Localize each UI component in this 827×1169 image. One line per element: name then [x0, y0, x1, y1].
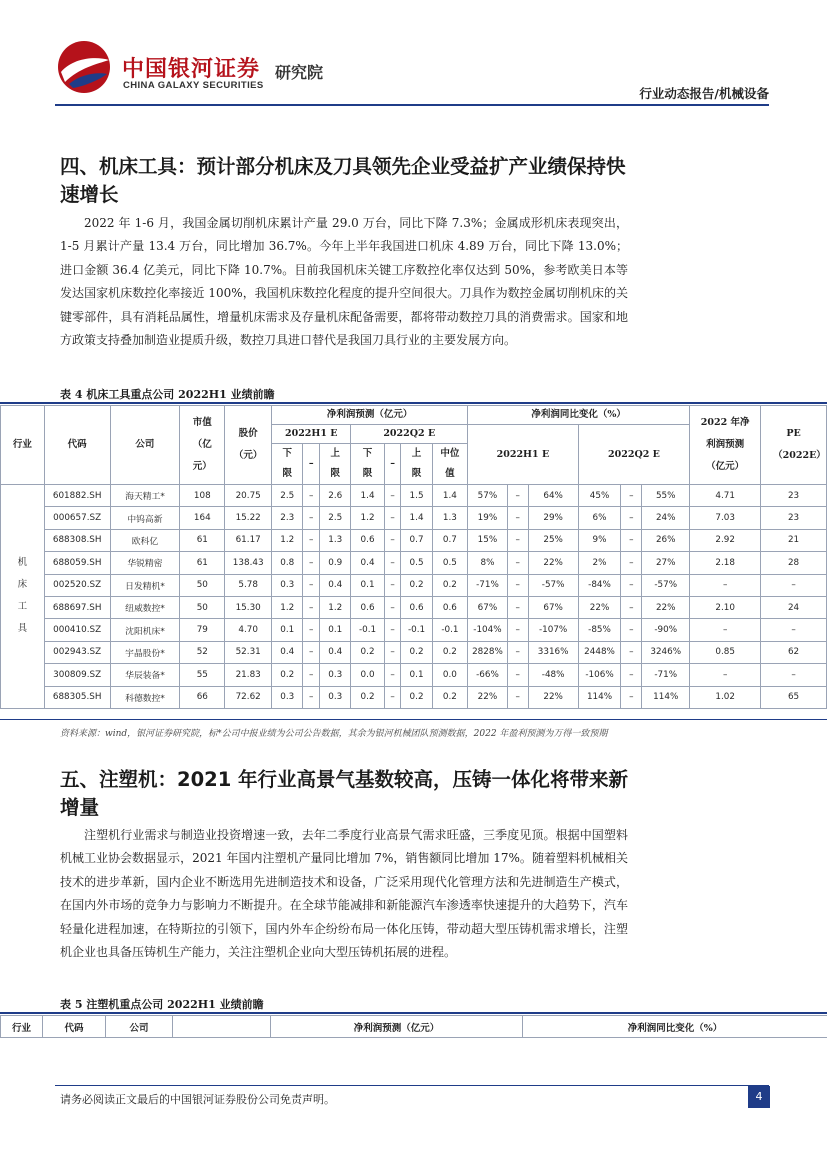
cell-name: 日发精机* [110, 574, 180, 596]
cell-yq_lo: 45% [578, 485, 621, 507]
col-q2-lower: 下限 [351, 444, 384, 485]
cell-pe: 23 [761, 485, 827, 507]
cell-q2_hi: 0.6 [401, 596, 432, 618]
cell-sep2: – [384, 529, 401, 551]
t5-col-code: 代码 [43, 1016, 106, 1038]
cell-code: 000410.SZ [44, 619, 110, 641]
header-divider [55, 104, 769, 106]
cell-price: 138.43 [225, 552, 272, 574]
col-code: 代码 [44, 406, 110, 485]
cell-sep1: – [303, 641, 320, 663]
cell-q2_lo: -0.1 [351, 619, 384, 641]
cell-yh_lo: 19% [468, 507, 508, 529]
cell-sep4: – [621, 619, 642, 641]
cell-h1_hi: 0.4 [320, 574, 351, 596]
institute-label: 研究院 [275, 63, 324, 82]
section-5-title: 五、注塑机：2021 年行业高景气基数较高，压铸一体化将带来新增量 [60, 768, 629, 819]
cell-name: 华辰装备* [110, 664, 180, 686]
cell-q2_mid: 0.0 [432, 664, 467, 686]
cell-q2_mid: 0.2 [432, 686, 467, 708]
cell-yh_hi: 29% [528, 507, 578, 529]
cell-yq_lo: -106% [578, 664, 621, 686]
cell-sep3: – [507, 485, 528, 507]
cell-sep4: – [621, 574, 642, 596]
cell-code: 300809.SZ [44, 664, 110, 686]
cell-cap: 52 [180, 641, 225, 663]
cell-h1_hi: 2.5 [320, 507, 351, 529]
cell-name: 华锐精密 [110, 552, 180, 574]
cell-sep1: – [303, 686, 320, 708]
cell-q2_lo: 0.0 [351, 664, 384, 686]
cell-price: 20.75 [225, 485, 272, 507]
col-pe: PE（2022E） [761, 406, 827, 485]
cell-pe: 21 [761, 529, 827, 551]
cell-sep4: – [621, 552, 642, 574]
cell-q2_mid: 0.6 [432, 596, 467, 618]
cell-yq_hi: 114% [642, 686, 690, 708]
cell-p2022: – [690, 664, 761, 686]
cell-sep2: – [384, 619, 401, 641]
cell-h1_hi: 2.6 [320, 485, 351, 507]
cell-yh_hi: 67% [528, 596, 578, 618]
cell-cap: 55 [180, 664, 225, 686]
cell-yq_hi: 55% [642, 485, 690, 507]
cell-cap: 79 [180, 619, 225, 641]
cell-name: 中钨高新 [110, 507, 180, 529]
cell-q2_lo: 1.4 [351, 485, 384, 507]
cell-sep1: – [303, 574, 320, 596]
col-price: 股价（元） [225, 406, 272, 485]
cell-p2022: 4.71 [690, 485, 761, 507]
cell-yq_hi: -57% [642, 574, 690, 596]
cell-yq_hi: -90% [642, 619, 690, 641]
cell-h1_lo: 0.3 [272, 686, 303, 708]
cell-sep1: – [303, 507, 320, 529]
col-h1-lower: 下限 [272, 444, 303, 485]
col-h1-upper: 上限 [320, 444, 351, 485]
table-row [1, 552, 827, 574]
col-q2-median: 中位值 [432, 444, 467, 485]
cell-yh_hi: -48% [528, 664, 578, 686]
col-h1-dash: – [303, 444, 320, 485]
cell-h1_lo: 0.8 [272, 552, 303, 574]
cell-h1_hi: 0.3 [320, 686, 351, 708]
cell-q2_mid: 1.4 [432, 485, 467, 507]
section-5-paragraph: 注塑机行业需求与制造业投资增速一致，去年二季度行业高景气需求旺盛，三季度见顶。根据中国塑料机械工业协会数据显示，2021 年国内注塑机产量同比增加 7%，销售额同比增加 17%。随着塑料机械相关技术的进步革新，国内企业不断选用先进制造技术和设备，广泛采用现代化管理方法和先进制造生产模式，在国内外市场的竞争力与影响力不断提升。在全球节能减排和新能源汽车渗透率快速提升的大趋势下，汽车轻量化进程加速，在特斯拉的引领下，国内外车企纷纷布局一体化压铸，带动超大型压铸机需求增长，注塑机企业也具备压铸机生产能力，关注注塑机企业向大型压铸机拓展的进程。 [60, 828, 628, 960]
cell-yh_lo: 8% [468, 552, 508, 574]
col-h1-yoy: 2022H1 E [468, 425, 579, 485]
cell-sep2: – [384, 641, 401, 663]
cell-sep4: – [621, 529, 642, 551]
table-row [1, 485, 827, 507]
cell-pe: 24 [761, 596, 827, 618]
cell-yq_lo: 2448% [578, 641, 621, 663]
cell-price: 4.70 [225, 619, 272, 641]
cell-yq_lo: 22% [578, 596, 621, 618]
cell-sep2: – [384, 574, 401, 596]
cell-sep4: – [621, 507, 642, 529]
cell-yh_lo: 2828% [468, 641, 508, 663]
cell-price: 15.30 [225, 596, 272, 618]
col-q2-upper: 上限 [401, 444, 432, 485]
cell-pe: 23 [761, 507, 827, 529]
footer-disclaimer: 请务必阅读正文最后的中国银河证券股份公司免责声明。 [60, 1093, 335, 1106]
cell-sep1: – [303, 619, 320, 641]
cell-sep2: – [384, 507, 401, 529]
cell-code: 688697.SH [44, 596, 110, 618]
cell-h1_lo: 0.4 [272, 641, 303, 663]
cell-pe: 65 [761, 686, 827, 708]
cell-sep3: – [507, 529, 528, 551]
table-4-top-rule [0, 402, 827, 404]
cell-h1_lo: 2.5 [272, 485, 303, 507]
cell-name: 海天精工* [110, 485, 180, 507]
cell-sep3: – [507, 619, 528, 641]
cell-yq_lo: 6% [578, 507, 621, 529]
cell-yh_hi: -57% [528, 574, 578, 596]
footer-divider [55, 1085, 769, 1086]
cell-pe: 62 [761, 641, 827, 663]
cell-sep4: – [621, 686, 642, 708]
cell-sep3: – [507, 574, 528, 596]
cell-yh_lo: 57% [468, 485, 508, 507]
cell-q2_hi: 0.7 [401, 529, 432, 551]
cell-yq_hi: 27% [642, 552, 690, 574]
cell-yh_lo: -66% [468, 664, 508, 686]
col-market-cap: 市值（亿元） [180, 406, 225, 485]
cell-h1_lo: 0.3 [272, 574, 303, 596]
table-5-top-rule [0, 1012, 827, 1014]
cell-h1_lo: 0.2 [272, 664, 303, 686]
cell-cap: 50 [180, 596, 225, 618]
cell-yh_lo: -71% [468, 574, 508, 596]
cell-price: 52.31 [225, 641, 272, 663]
cell-q2_mid: 0.5 [432, 552, 467, 574]
cell-h1_hi: 0.3 [320, 664, 351, 686]
cell-sep1: – [303, 596, 320, 618]
cell-sep4: – [621, 485, 642, 507]
cell-yh_hi: 22% [528, 686, 578, 708]
cell-cap: 66 [180, 686, 225, 708]
cell-p2022: 7.03 [690, 507, 761, 529]
report-type: 行业动态报告/机械设备 [639, 86, 769, 101]
cell-h1_hi: 0.9 [320, 552, 351, 574]
cell-h1_hi: 0.1 [320, 619, 351, 641]
cell-sep1: – [303, 529, 320, 551]
cell-q2_mid: 0.2 [432, 641, 467, 663]
cell-q2_lo: 1.2 [351, 507, 384, 529]
col-yoy: 净利润同比变化（%） [468, 406, 690, 425]
cell-p2022: – [690, 619, 761, 641]
cell-yh_lo: 15% [468, 529, 508, 551]
table-4 [0, 405, 827, 709]
cell-q2_hi: 1.5 [401, 485, 432, 507]
cell-sep3: – [507, 596, 528, 618]
table-row [1, 641, 827, 663]
cell-yh_hi: 64% [528, 485, 578, 507]
cell-yh_hi: 22% [528, 552, 578, 574]
galaxy-logo-icon [55, 38, 113, 96]
cell-price: 61.17 [225, 529, 272, 551]
company-name-en: CHINA GALAXY SECURITIES [123, 80, 264, 91]
cell-p2022: 2.10 [690, 596, 761, 618]
cell-code: 688059.SH [44, 552, 110, 574]
cell-q2_mid: 1.3 [432, 507, 467, 529]
cell-sep3: – [507, 641, 528, 663]
table-5-title: 表 5 注塑机重点公司 2022H1 业绩前瞻 [60, 998, 264, 1011]
cell-price: 15.22 [225, 507, 272, 529]
cell-q2_hi: 0.1 [401, 664, 432, 686]
company-name-cn: 中国银河证券 [122, 57, 261, 82]
table-4-body [1, 485, 827, 709]
cell-q2_mid: 0.2 [432, 574, 467, 596]
cell-yq_hi: 22% [642, 596, 690, 618]
table-row [1, 507, 827, 529]
cell-q2_hi: -0.1 [401, 619, 432, 641]
table-row [1, 529, 827, 551]
table-row [1, 619, 827, 641]
cell-cap: 50 [180, 574, 225, 596]
cell-sep2: – [384, 664, 401, 686]
cell-yh_hi: -107% [528, 619, 578, 641]
cell-name: 沈阳机床* [110, 619, 180, 641]
cell-yh_hi: 3316% [528, 641, 578, 663]
section-4-paragraph: 2022 年 1-6 月，我国金属切削机床累计产量 29.0 万台，同比下降 7.3%；金属成形机床表现突出，1-5 月累计产量 13.4 万台，同比增加 36.7%。今年上半年我国进口机床 4.89 万台，同比下降 13.0%；进口金额 36.4 亿美元，同比下降 10.7%。目前我国机床关键工序数控化率仅达到 50%，参考欧美日本等发达国家机床数控化率接近 100%，我国机床数控化程度的提升空间很大。刀具作为数控金属切削机床的关键零部件，具有消耗品属性，增量机床需求及存量机床配备需要，都将带动数控刀具的消费需求。国家和地方政策支持叠加制造业提质升级，数控刀具进口替代是我国刀具行业的主要发展方向。 [60, 216, 628, 348]
cell-pe: 28 [761, 552, 827, 574]
cell-p2022: 2.92 [690, 529, 761, 551]
cell-sep2: – [384, 552, 401, 574]
cell-yq_hi: 26% [642, 529, 690, 551]
cell-code: 002520.SZ [44, 574, 110, 596]
cell-h1_lo: 0.1 [272, 619, 303, 641]
cell-q2_mid: -0.1 [432, 619, 467, 641]
cell-q2_hi: 0.2 [401, 641, 432, 663]
cell-q2_hi: 0.2 [401, 574, 432, 596]
cell-yq_hi: -71% [642, 664, 690, 686]
cell-sep3: – [507, 507, 528, 529]
cell-sep1: – [303, 485, 320, 507]
cell-yq_lo: 2% [578, 552, 621, 574]
cell-h1_lo: 1.2 [272, 529, 303, 551]
cell-sep1: – [303, 664, 320, 686]
col-industry: 行业 [1, 406, 45, 485]
cell-pe: – [761, 664, 827, 686]
cell-sep4: – [621, 664, 642, 686]
cell-q2_hi: 0.2 [401, 686, 432, 708]
table-row [1, 686, 827, 708]
cell-cap: 164 [180, 507, 225, 529]
cell-p2022: – [690, 574, 761, 596]
cell-q2_lo: 0.2 [351, 641, 384, 663]
cell-yq_hi: 3246% [642, 641, 690, 663]
section-4-title: 四、机床工具：预计部分机床及刀具领先企业受益扩产业绩保持快速增长 [60, 155, 626, 206]
cell-yh_lo: 67% [468, 596, 508, 618]
cell-cap: 61 [180, 552, 225, 574]
cell-sep4: – [621, 596, 642, 618]
cell-sep3: – [507, 664, 528, 686]
col-h1-forecast: 2022H1 E [272, 425, 351, 444]
cell-q2_mid: 0.7 [432, 529, 467, 551]
cell-yh_hi: 25% [528, 529, 578, 551]
cell-p2022: 0.85 [690, 641, 761, 663]
cell-p2022: 2.18 [690, 552, 761, 574]
industry-cell: 机床工具 [1, 485, 45, 709]
cell-name: 宇晶股份* [110, 641, 180, 663]
cell-code: 002943.SZ [44, 641, 110, 663]
cell-q2_lo: 0.2 [351, 686, 384, 708]
cell-yh_lo: -104% [468, 619, 508, 641]
cell-sep4: – [621, 641, 642, 663]
cell-yh_lo: 22% [468, 686, 508, 708]
col-q2-yoy: 2022Q2 E [578, 425, 690, 485]
cell-pe: – [761, 574, 827, 596]
table-4-title: 表 4 机床工具重点公司 2022H1 业绩前瞻 [60, 388, 275, 401]
cell-code: 601882.SH [44, 485, 110, 507]
cell-sep2: – [384, 485, 401, 507]
cell-h1_lo: 1.2 [272, 596, 303, 618]
table-row [1, 596, 827, 618]
cell-price: 5.78 [225, 574, 272, 596]
table-5 [0, 1015, 827, 1038]
cell-name: 科德数控* [110, 686, 180, 708]
cell-code: 000657.SZ [44, 507, 110, 529]
cell-h1_lo: 2.3 [272, 507, 303, 529]
cell-q2_lo: 0.1 [351, 574, 384, 596]
cell-sep3: – [507, 686, 528, 708]
cell-sep3: – [507, 552, 528, 574]
table-row [1, 574, 827, 596]
cell-yq_lo: -85% [578, 619, 621, 641]
cell-price: 21.83 [225, 664, 272, 686]
cell-sep1: – [303, 552, 320, 574]
cell-name: 纽威数控* [110, 596, 180, 618]
cell-cap: 61 [180, 529, 225, 551]
cell-yq_lo: -84% [578, 574, 621, 596]
cell-h1_hi: 1.2 [320, 596, 351, 618]
cell-yq_lo: 9% [578, 529, 621, 551]
cell-q2_lo: 0.6 [351, 529, 384, 551]
table-row [1, 664, 827, 686]
t5-col-profit-forecast: 净利润预测（亿元） [271, 1016, 523, 1038]
cell-q2_hi: 1.4 [401, 507, 432, 529]
cell-yq_hi: 24% [642, 507, 690, 529]
cell-q2_lo: 0.6 [351, 596, 384, 618]
cell-pe: – [761, 619, 827, 641]
cell-p2022: 1.02 [690, 686, 761, 708]
cell-price: 72.62 [225, 686, 272, 708]
t5-col-yoy: 净利润同比变化（%） [523, 1016, 827, 1038]
cell-h1_hi: 0.4 [320, 641, 351, 663]
cell-sep2: – [384, 596, 401, 618]
cell-name: 欧科亿 [110, 529, 180, 551]
col-profit-2022: 2022 年净利润预测（亿元） [690, 406, 761, 485]
cell-cap: 108 [180, 485, 225, 507]
cell-sep2: – [384, 686, 401, 708]
col-profit-forecast: 净利润预测（亿元） [272, 406, 468, 425]
t5-col-industry: 行业 [1, 1016, 43, 1038]
t5-col-blank [173, 1016, 271, 1038]
cell-code: 688308.SH [44, 529, 110, 551]
col-q2-dash: – [384, 444, 401, 485]
table-4-bottom-rule [0, 719, 827, 720]
cell-h1_hi: 1.3 [320, 529, 351, 551]
cell-q2_hi: 0.5 [401, 552, 432, 574]
cell-code: 688305.SH [44, 686, 110, 708]
page-number: 4 [748, 1086, 770, 1108]
page-header [0, 0, 827, 108]
t5-col-company: 公司 [106, 1016, 173, 1038]
cell-q2_lo: 0.4 [351, 552, 384, 574]
cell-yq_lo: 114% [578, 686, 621, 708]
col-company: 公司 [110, 406, 180, 485]
table-4-source: 资料来源：wind，银河证券研究院，标*公司中报业绩为公司公告数据，其余为银河机械团队预测数据，2022 年盈利预测为万得一致预期 [60, 729, 608, 739]
col-q2-forecast: 2022Q2 E [351, 425, 468, 444]
